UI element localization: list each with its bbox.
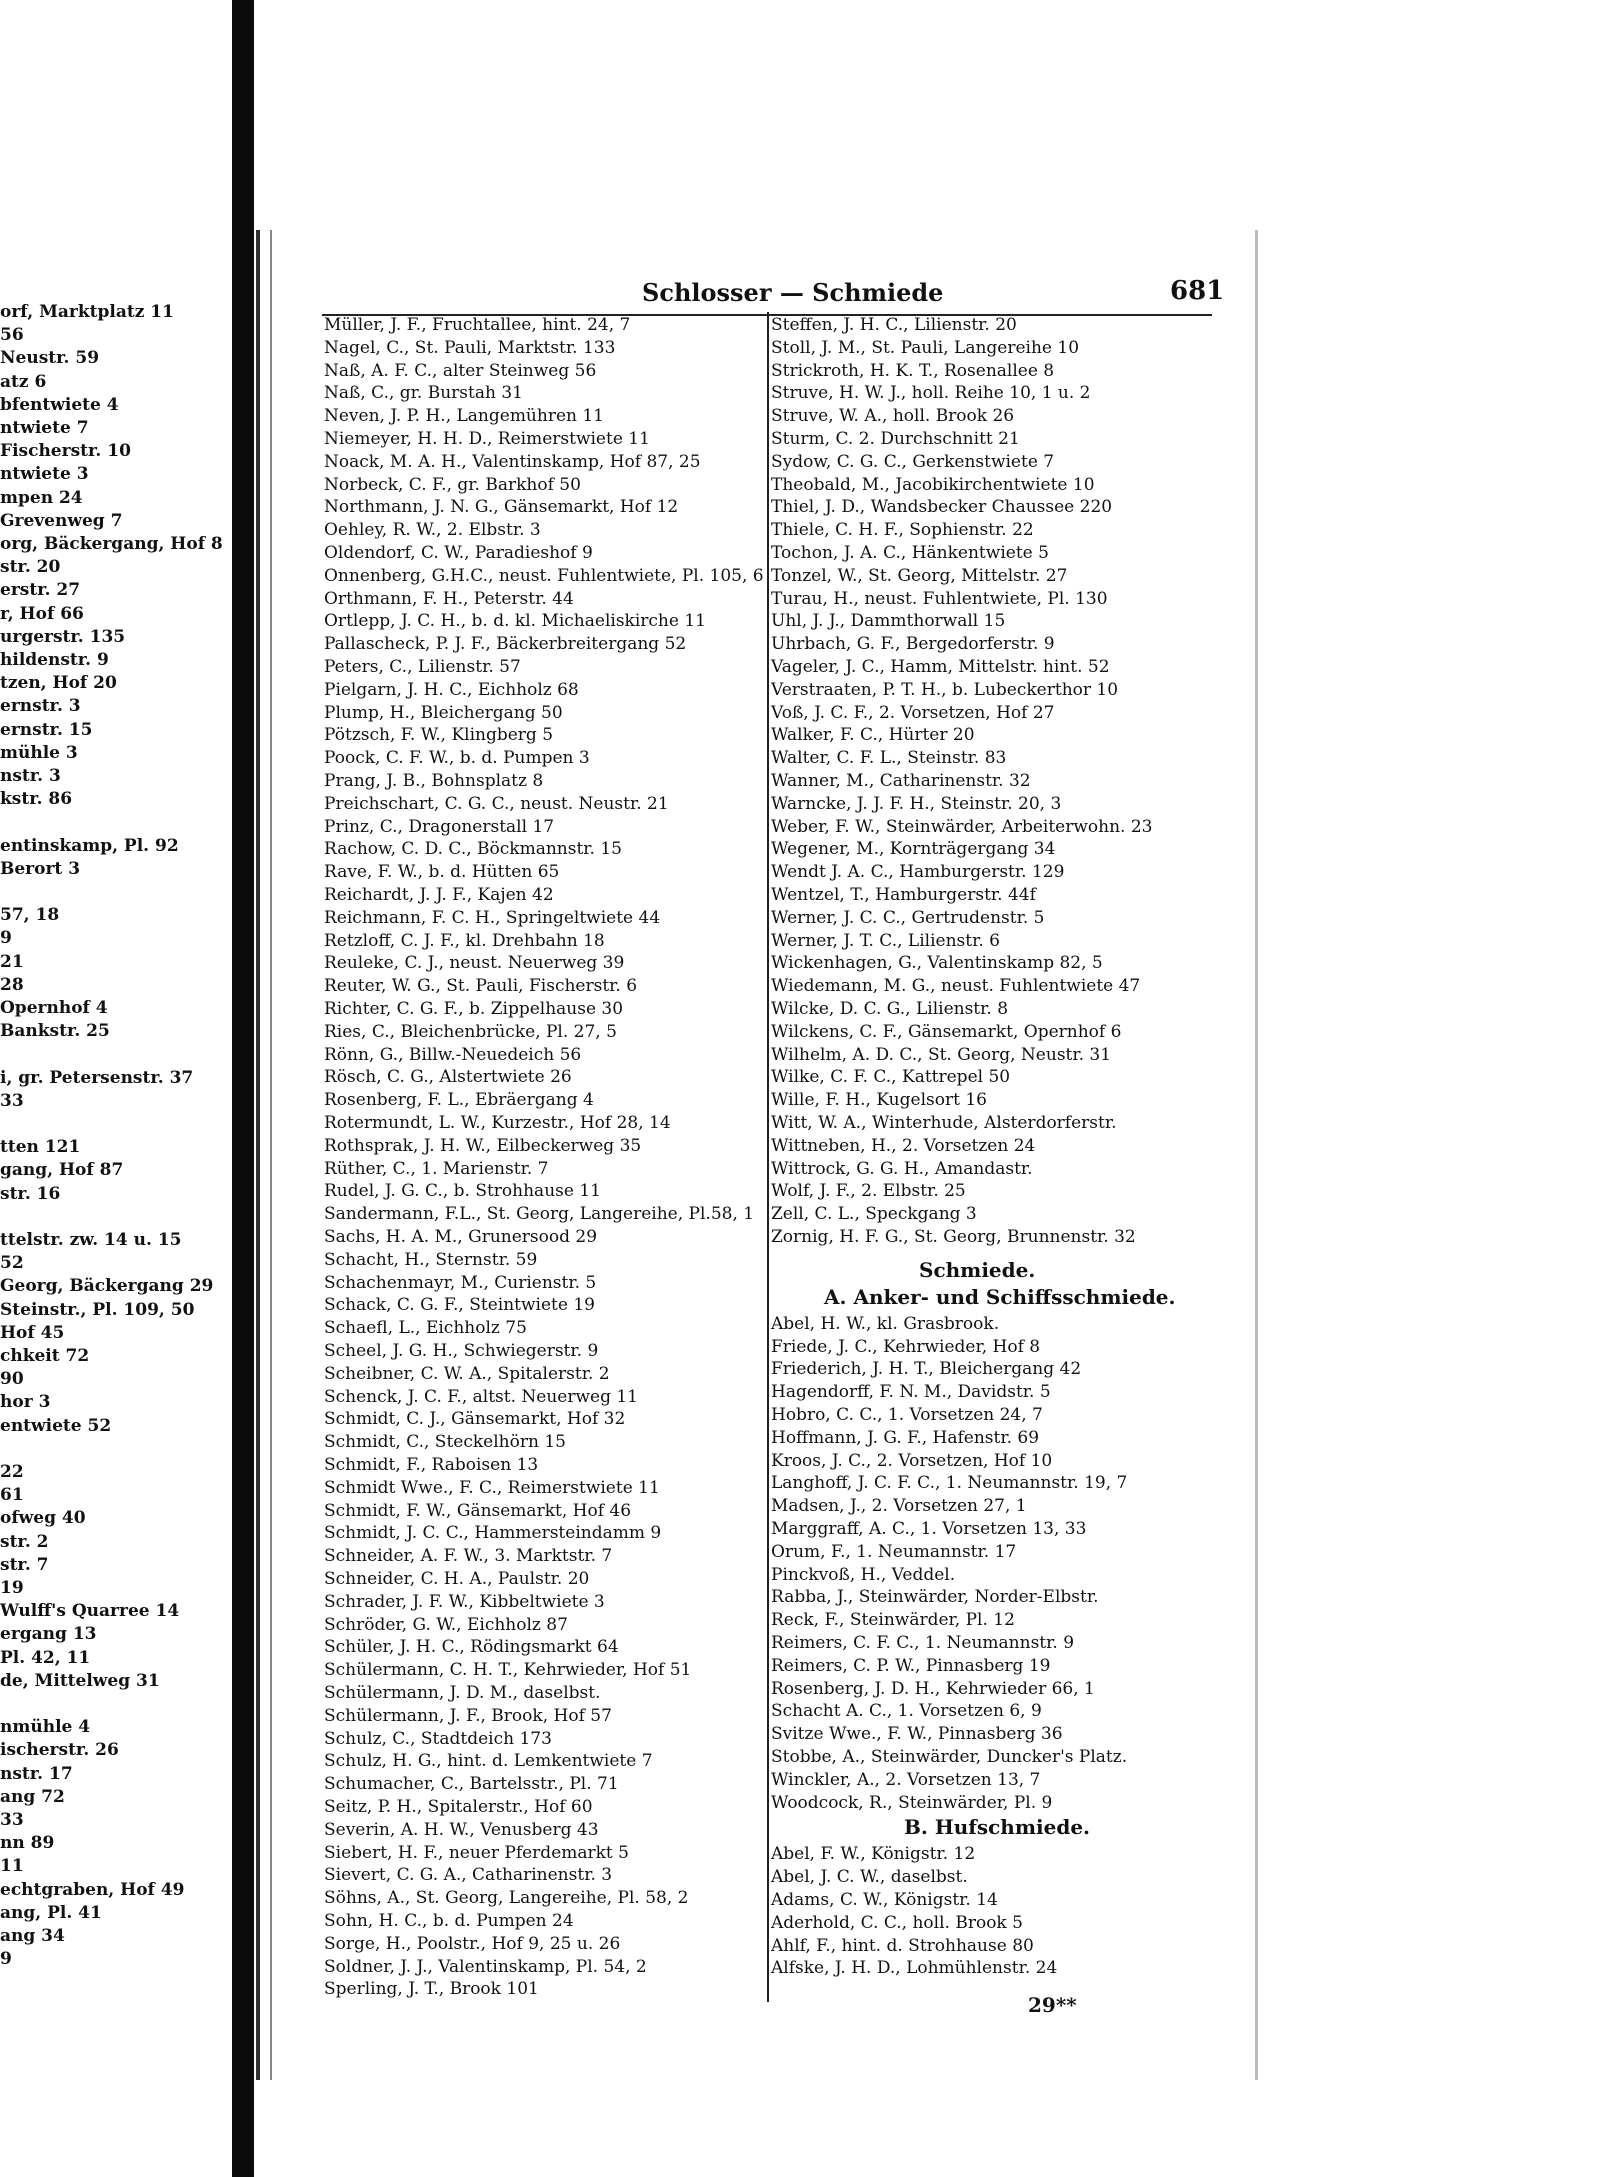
directory-entry: nstr. 17 (0, 1763, 73, 1784)
directory-entry: atz 6 (0, 371, 47, 392)
directory-entry: Pinckvoß, H., Veddel. (771, 1564, 956, 1585)
directory-entry: Rabba, J., Steinwärder, Norder-Elbstr. (771, 1587, 1099, 1608)
directory-entry: Rüther, C., 1. Marienstr. 7 (324, 1158, 549, 1179)
directory-entry: 21 (0, 951, 24, 972)
directory-entry: Sperling, J. T., Brook 101 (324, 1979, 539, 2000)
directory-entry: 22 (0, 1462, 24, 1482)
directory-entry: Rotermundt, L. W., Kurzestr., Hof 28, 14 (324, 1113, 671, 1133)
directory-entry: 33 (0, 1090, 24, 1111)
directory-entry: Müller, J. F., Fruchtallee, hint. 24, 7 (324, 315, 631, 335)
directory-entry: urgerstr. 135 (0, 626, 126, 647)
directory-entry: Adams, C. W., Königstr. 14 (771, 1890, 998, 1910)
directory-entry: Prinz, C., Dragonerstall 17 (324, 816, 555, 837)
directory-entry: Naß, A. F. C., alter Steinweg 56 (324, 360, 597, 381)
directory-entry: Fischerstr. 10 (0, 441, 131, 462)
directory-entry: Wentzel, T., Hamburgerstr. 44f (771, 885, 1036, 905)
directory-entry: Ahlf, F., hint. d. Strohhause 80 (771, 1935, 1034, 1956)
directory-entry: Sohn, H. C., b. d. Pumpen 24 (324, 1911, 574, 1931)
directory-entry: Abel, J. C. W., daselbst. (771, 1867, 968, 1888)
directory-entry: Reimers, C. F. C., 1. Neumannstr. 9 (771, 1633, 1075, 1653)
directory-entry: org, Bäckergang, Hof 8 (0, 534, 223, 554)
directory-entry: r, Hof 66 (0, 603, 84, 624)
directory-entry: ntwiete 3 (0, 464, 89, 485)
directory-entry: Kroos, J. C., 2. Vorsetzen, Hof 10 (771, 1450, 1053, 1471)
directory-entry: Schülermann, J. D. M., daselbst. (324, 1683, 601, 1703)
directory-entry: Schachenmayr, M., Curienstr. 5 (324, 1272, 597, 1293)
directory-entry: gang, Hof 87 (0, 1160, 124, 1181)
directory-entry: Wickenhagen, G., Valentinskamp 82, 5 (771, 953, 1103, 974)
directory-entry: Pötzsch, F. W., Klingberg 5 (324, 725, 554, 746)
directory-entry: Opernhof 4 (0, 998, 108, 1018)
directory-entry: bfentwiete 4 (0, 394, 119, 415)
directory-entry: 9 (0, 1949, 12, 1970)
directory-entry: Hof 45 (0, 1322, 65, 1343)
directory-entry: de, Mittelweg 31 (0, 1670, 160, 1691)
directory-entry: ang, Pl. 41 (0, 1902, 102, 1923)
directory-entry: Stoll, J. M., St. Pauli, Langereihe 10 (771, 337, 1080, 358)
directory-entry: tzen, Hof 20 (0, 673, 117, 694)
directory-entry: Svitze Wwe., F. W., Pinnasberg 36 (771, 1724, 1063, 1745)
directory-entry: kstr. 86 (0, 789, 73, 810)
directory-entry: Zell, C. L., Speckgang 3 (771, 1204, 977, 1225)
directory-entry: Severin, A. H. W., Venusberg 43 (324, 1819, 599, 1840)
directory-entry: Sandermann, F.L., St. Georg, Langereihe, Pl.58, 1 (324, 1204, 755, 1225)
directory-entry: Hobro, C. C., 1. Vorsetzen 24, 7 (771, 1405, 1043, 1425)
directory-entry: hor 3 (0, 1392, 51, 1413)
directory-entry: Grevenweg 7 (0, 510, 123, 531)
directory-entry: 57, 18 (0, 905, 60, 926)
directory-entry: Rudel, J. G. C., b. Strohhause 11 (324, 1181, 601, 1202)
directory-entry: Tochon, J. A. C., Hänkentwiete 5 (771, 543, 1049, 563)
directory-entry: ang 34 (0, 1926, 65, 1946)
directory-entry: Alfske, J. H. D., Lohmühlenstr. 24 (771, 1958, 1058, 1979)
directory-entry: Naß, C., gr. Burstah 31 (324, 383, 523, 404)
directory-entry: Steinstr., Pl. 109, 50 (0, 1299, 195, 1320)
directory-entry: Wille, F. H., Kugelsort 16 (771, 1090, 987, 1111)
book-binding-shadow (232, 0, 254, 2177)
left-page-fragments (0, 300, 230, 2000)
directory-entry: Retzloff, C. J. F., kl. Drehbahn 18 (324, 930, 605, 951)
section-heading: A. Anker- und Schiffsschmiede. (824, 1284, 1176, 1309)
directory-entry: Wulff's Quarree 14 (0, 1601, 180, 1622)
directory-entry: Soldner, J. J., Valentinskamp, Pl. 54, 2 (324, 1956, 647, 1977)
directory-entry: Friede, J. C., Kehrwieder, Hof 8 (771, 1336, 1041, 1357)
directory-entry: ang 72 (0, 1786, 65, 1807)
directory-entry: Sturm, C. 2. Durchschnitt 21 (771, 429, 1020, 449)
directory-entry: Warncke, J. J. F. H., Steinstr. 20, 3 (771, 793, 1062, 814)
directory-entry: ttelstr. zw. 14 u. 15 (0, 1230, 182, 1250)
directory-entry: 61 (0, 1485, 24, 1506)
directory-entry: Wilckens, C. F., Gänsemarkt, Opernhof 6 (771, 1021, 1122, 1042)
directory-entry: Vageler, J. C., Hamm, Mittelstr. hint. 52 (771, 657, 1110, 677)
directory-entry: Schmidt, F. W., Gänsemarkt, Hof 46 (324, 1500, 632, 1521)
directory-entry: orf, Marktplatz 11 (0, 302, 174, 322)
directory-entry: Voß, J. C. F., 2. Vorsetzen, Hof 27 (771, 702, 1055, 723)
directory-entry: str. 2 (0, 1531, 49, 1552)
directory-entry: Schmidt Wwe., F. C., Reimerstwiete 11 (324, 1477, 660, 1498)
directory-entry: Orum, F., 1. Neumannstr. 17 (771, 1541, 1017, 1562)
directory-entry: Wittrock, G. G. H., Amandastr. (771, 1158, 1033, 1179)
directory-entry: Reichmann, F. C. H., Springeltwiete 44 (324, 907, 661, 928)
directory-entry: Northmann, J. N. G., Gänsemarkt, Hof 12 (324, 497, 679, 518)
directory-entry: 90 (0, 1369, 24, 1390)
page-fold-line (270, 230, 272, 2080)
directory-entry: Pallascheck, P. J. F., Bäckerbreitergang 52 (324, 634, 687, 655)
directory-entry: Berort 3 (0, 858, 81, 879)
directory-entry: Sachs, H. A. M., Grunersood 29 (324, 1227, 598, 1247)
directory-entry: Struve, H. W. J., holl. Reihe 10, 1 u. 2 (771, 383, 1091, 404)
directory-entry: Sydow, C. G. C., Gerkenstwiete 7 (771, 451, 1055, 472)
directory-entry: Norbeck, C. F., gr. Barkhof 50 (324, 474, 581, 495)
directory-entry: Oehley, R. W., 2. Elbstr. 3 (324, 520, 541, 541)
section-heading: B. Hufschmiede. (904, 1815, 1091, 1840)
directory-entry: Rönn, G., Billw.-Neuedeich 56 (324, 1044, 582, 1065)
directory-entry: Reichardt, J. J. F., Kajen 42 (324, 885, 554, 905)
directory-entry: Schumacher, C., Bartelsstr., Pl. 71 (324, 1774, 619, 1795)
page-header-title: Schlosser — Schmiede (642, 278, 944, 307)
directory-entry: 9 (0, 928, 12, 949)
directory-entry: Abel, F. W., Königstr. 12 (771, 1844, 976, 1865)
directory-entry: Witt, W. A., Winterhude, Alsterdorferstr. (771, 1113, 1117, 1133)
directory-entry: i, gr. Petersenstr. 37 (0, 1067, 194, 1088)
directory-entry: Plump, H., Bleichergang 50 (324, 702, 563, 723)
directory-entry: 19 (0, 1578, 24, 1598)
directory-entry: Schülermann, J. F., Brook, Hof 57 (324, 1705, 612, 1726)
directory-entry: Turau, H., neust. Fuhlentwiete, Pl. 130 (771, 588, 1108, 609)
directory-entry: Rachow, C. D. C., Böckmannstr. 15 (324, 839, 622, 860)
directory-entry: Scheibner, C. W. A., Spitalerstr. 2 (324, 1363, 610, 1384)
directory-entry: Werner, J. T. C., Lilienstr. 6 (771, 930, 1000, 951)
directory-entry: Pl. 42, 11 (0, 1647, 91, 1668)
directory-entry: Bankstr. 25 (0, 1021, 110, 1042)
directory-entry: Theobald, M., Jacobikirchentwiete 10 (771, 474, 1095, 495)
directory-entry: Neustr. 59 (0, 348, 100, 369)
directory-entry: Friederich, J. H. T., Bleichergang 42 (771, 1359, 1082, 1380)
directory-entry: entinskamp, Pl. 92 (0, 835, 179, 856)
directory-entry: Winckler, A., 2. Vorsetzen 13, 7 (771, 1769, 1041, 1790)
directory-entry: Peters, C., Lilienstr. 57 (324, 657, 521, 677)
directory-entry: 28 (0, 974, 24, 995)
directory-entry: Werner, J. C. C., Gertrudenstr. 5 (771, 907, 1045, 928)
directory-entry: Rosenberg, J. D. H., Kehrwieder 66, 1 (771, 1678, 1095, 1699)
directory-entry: 56 (0, 325, 24, 346)
directory-entry: Schmidt, F., Raboisen 13 (324, 1455, 539, 1475)
directory-entry: Abel, H. W., kl. Grasbrook. (771, 1313, 1000, 1334)
directory-entry: Richter, C. G. F., b. Zippelhause 30 (324, 999, 624, 1019)
directory-entry: Rave, F. W., b. d. Hütten 65 (324, 862, 560, 883)
directory-entry: Schulz, H. G., hint. d. Lemkentwiete 7 (324, 1751, 653, 1772)
directory-entry: Scheel, J. G. H., Schwiegerstr. 9 (324, 1341, 599, 1361)
directory-entry: Schüler, J. H. C., Rödingsmarkt 64 (324, 1637, 619, 1658)
directory-entry: Steffen, J. H. C., Lilienstr. 20 (771, 315, 1017, 335)
directory-entry: mühle 3 (0, 742, 78, 763)
directory-entry: Verstraaten, P. T. H., b. Lubeckerthor 10 (771, 679, 1119, 700)
directory-entry: tten 121 (0, 1137, 81, 1158)
directory-entry: ntwiete 7 (0, 418, 89, 438)
directory-entry: ofweg 40 (0, 1508, 86, 1529)
directory-entry: Uhl, J. J., Dammthorwall 15 (771, 611, 1006, 632)
directory-entry: Struve, W. A., holl. Brook 26 (771, 406, 1015, 427)
directory-entry: Walker, F. C., Hürter 20 (771, 725, 975, 746)
directory-entry: Oldendorf, C. W., Paradieshof 9 (324, 543, 593, 563)
directory-entry: Uhrbach, G. F., Bergedorferstr. 9 (771, 634, 1055, 655)
directory-entry: Schmidt, C., Steckelhörn 15 (324, 1432, 566, 1453)
directory-entry: Wendt J. A. C., Hamburgerstr. 129 (771, 862, 1065, 883)
directory-entry: Söhns, A., St. Georg, Langereihe, Pl. 58, 2 (324, 1888, 689, 1909)
directory-entry: Onnenberg, G.H.C., neust. Fuhlentwiete, Pl. 105, 6 (324, 565, 764, 586)
directory-entry: ischerstr. 26 (0, 1740, 119, 1761)
directory-entry: str. 20 (0, 557, 61, 578)
directory-entry: Wittneben, H., 2. Vorsetzen 24 (771, 1135, 1036, 1156)
directory-entry: Wiedemann, M. G., neust. Fuhlentwiete 47 (771, 976, 1141, 997)
section-heading: Schmiede. (919, 1257, 1036, 1282)
column-divider (767, 312, 769, 2002)
directory-entry: Orthmann, F. H., Peterstr. 44 (324, 588, 574, 609)
directory-entry: Schneider, C. H. A., Paulstr. 20 (324, 1569, 590, 1589)
directory-entry: Thiel, J. D., Wandsbecker Chaussee 220 (771, 497, 1113, 518)
directory-entry: Thiele, C. H. F., Sophienstr. 22 (771, 520, 1034, 541)
directory-entry: hildenstr. 9 (0, 650, 109, 670)
directory-entry: str. 7 (0, 1554, 49, 1575)
directory-entry: Prang, J. B., Bohnsplatz 8 (324, 771, 544, 791)
directory-entry: str. 16 (0, 1183, 61, 1204)
directory-entry: Poock, C. F. W., b. d. Pumpen 3 (324, 748, 590, 769)
directory-entry: Aderhold, C. C., holl. Brook 5 (771, 1912, 1023, 1933)
directory-entry: Niemeyer, H. H. D., Reimerstwiete 11 (324, 429, 650, 449)
directory-entry: Ortlepp, J. C. H., b. d. kl. Michaeliskirche 11 (324, 611, 706, 632)
directory-entry: mpen 24 (0, 487, 83, 508)
directory-entry: Hagendorff, F. N. M., Davidstr. 5 (771, 1382, 1051, 1403)
page-number: 681 (1170, 276, 1225, 306)
directory-entry: Reimers, C. P. W., Pinnasberg 19 (771, 1655, 1051, 1676)
directory-entry: Reuter, W. G., St. Pauli, Fischerstr. 6 (324, 976, 638, 997)
directory-entry: Noack, M. A. H., Valentinskamp, Hof 87, 25 (324, 451, 701, 472)
directory-entry: Stobbe, A., Steinwärder, Duncker's Platz. (771, 1747, 1128, 1767)
directory-entry: ernstr. 15 (0, 719, 93, 740)
directory-entry: nstr. 3 (0, 766, 61, 786)
printer-signature: 29** (1028, 1993, 1077, 2017)
directory-entry: Rothsprak, J. H. W., Eilbeckerweg 35 (324, 1135, 642, 1156)
directory-entry: Seitz, P. H., Spitalerstr., Hof 60 (324, 1797, 593, 1817)
directory-entry: Wegener, M., Kornträgergang 34 (771, 839, 1056, 860)
directory-entry: Langhoff, J. C. F. C., 1. Neumannstr. 19, 7 (771, 1473, 1128, 1494)
directory-entry: Neven, J. P. H., Langemühren 11 (324, 406, 605, 427)
directory-entry: Reck, F., Steinwärder, Pl. 12 (771, 1610, 1015, 1631)
directory-entry: Schröder, G. W., Eichholz 87 (324, 1614, 568, 1635)
directory-entry: Hoffmann, J. G. F., Hafenstr. 69 (771, 1427, 1040, 1448)
directory-entry: Schaefl, L., Eichholz 75 (324, 1318, 527, 1339)
directory-entry: Schack, C. G. F., Steintwiete 19 (324, 1295, 595, 1316)
directory-entry: nmühle 4 (0, 1717, 91, 1738)
directory-entry: Nagel, C., St. Pauli, Marktstr. 133 (324, 337, 616, 358)
directory-entry: Schrader, J. F. W., Kibbeltwiete 3 (324, 1591, 605, 1612)
directory-entry: Preichschart, C. G. C., neust. Neustr. 21 (324, 793, 669, 814)
directory-entry: Rösch, C. G., Alstertwiete 26 (324, 1067, 572, 1088)
directory-entry: Tonzel, W., St. Georg, Mittelstr. 27 (771, 565, 1068, 586)
directory-entry: ernstr. 3 (0, 696, 81, 717)
directory-entry: Wolf, J. F., 2. Elbstr. 25 (771, 1181, 966, 1202)
directory-entry: Weber, F. W., Steinwärder, Arbeiterwohn. 23 (771, 816, 1153, 837)
directory-entry: Reuleke, C. J., neust. Neuerweg 39 (324, 953, 625, 974)
page-gutter (256, 230, 260, 2080)
directory-entry: Madsen, J., 2. Vorsetzen 27, 1 (771, 1496, 1027, 1517)
directory-entry: Zornig, H. F. G., St. Georg, Brunnenstr. 32 (771, 1227, 1136, 1247)
directory-entry: Schülermann, C. H. T., Kehrwieder, Hof 51 (324, 1660, 692, 1681)
directory-entry: Schenck, J. C. F., altst. Neuerweg 11 (324, 1386, 638, 1407)
directory-entry: 52 (0, 1253, 24, 1274)
directory-entry: Siebert, H. F., neuer Pferdemarkt 5 (324, 1842, 629, 1863)
directory-entry: nn 89 (0, 1833, 55, 1854)
directory-entry: Walter, C. F. L., Steinstr. 83 (771, 748, 1007, 769)
directory-entry: Woodcock, R., Steinwärder, Pl. 9 (771, 1792, 1053, 1813)
directory-entry: Schacht, H., Sternstr. 59 (324, 1249, 538, 1270)
directory-entry: Schulz, C., Stadtdeich 173 (324, 1728, 552, 1749)
page-edge (1255, 230, 1258, 2080)
directory-entry: Schacht A. C., 1. Vorsetzen 6, 9 (771, 1701, 1042, 1722)
directory-entry: Pielgarn, J. H. C., Eichholz 68 (324, 679, 579, 700)
directory-entry: Schmidt, J. C. C., Hammersteindamm 9 (324, 1523, 662, 1544)
directory-entry: Ries, C., Bleichenbrücke, Pl. 27, 5 (324, 1021, 617, 1042)
directory-entry: erstr. 27 (0, 580, 81, 601)
directory-entry: Wilke, C. F. C., Kattrepel 50 (771, 1067, 1011, 1088)
directory-entry: Wanner, M., Catharinenstr. 32 (771, 771, 1031, 791)
directory-entry: Strickroth, H. K. T., Rosenallee 8 (771, 360, 1055, 381)
directory-entry: Marggraff, A. C., 1. Vorsetzen 13, 33 (771, 1519, 1087, 1539)
directory-entry: 33 (0, 1810, 24, 1830)
directory-entry: echtgraben, Hof 49 (0, 1879, 185, 1900)
directory-entry: chkeit 72 (0, 1346, 90, 1366)
directory-entry: Sorge, H., Poolstr., Hof 9, 25 u. 26 (324, 1933, 621, 1954)
directory-entry: Georg, Bäckergang 29 (0, 1276, 214, 1297)
directory-entry: Wilcke, D. C. G., Lilienstr. 8 (771, 999, 1009, 1019)
directory-entry: entwiete 52 (0, 1415, 112, 1436)
directory-entry: Sievert, C. G. A., Catharinenstr. 3 (324, 1865, 613, 1886)
directory-entry: Schmidt, C. J., Gänsemarkt, Hof 32 (324, 1409, 626, 1430)
directory-entry: Schneider, A. F. W., 3. Marktstr. 7 (324, 1546, 613, 1567)
directory-entry: Rosenberg, F. L., Ebräergang 4 (324, 1090, 594, 1111)
directory-entry: 11 (0, 1856, 24, 1877)
directory-entry: ergang 13 (0, 1624, 97, 1645)
directory-entry: Wilhelm, A. D. C., St. Georg, Neustr. 31 (771, 1044, 1112, 1065)
